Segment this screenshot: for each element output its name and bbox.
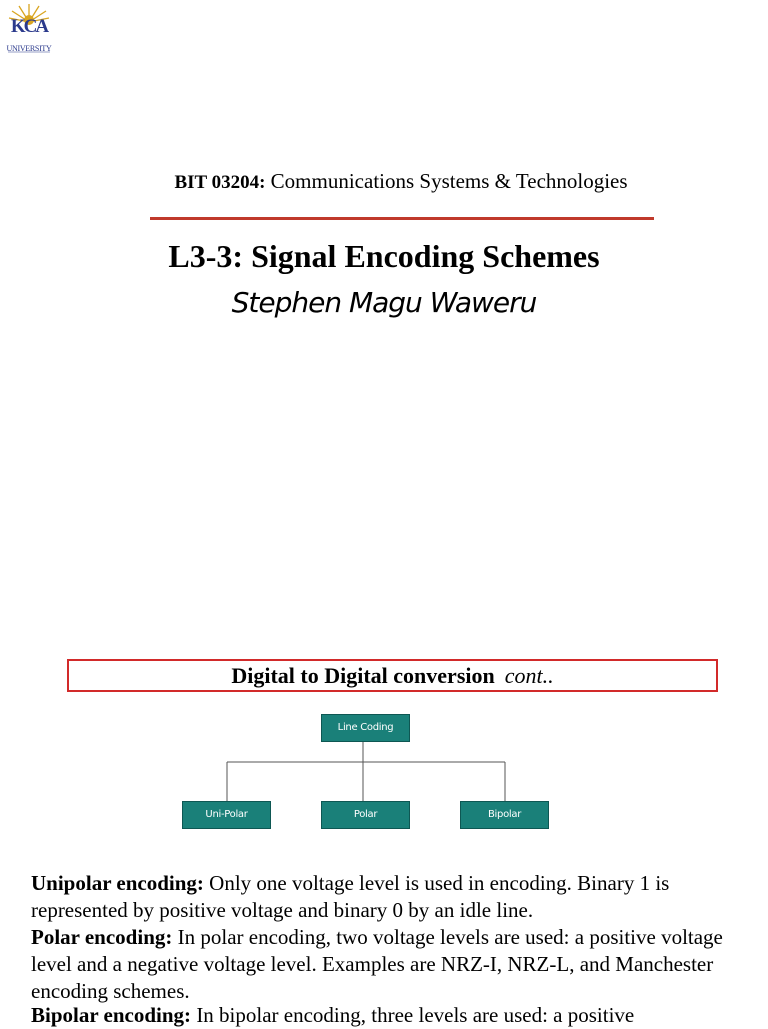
tree-root-node: Line Coding xyxy=(321,714,410,742)
section-heading: Digital to Digital conversion xyxy=(231,663,495,688)
logo-letters: KCA xyxy=(10,16,48,37)
bipolar-term: Bipolar encoding: xyxy=(31,1003,192,1027)
tree-node-polar: Polar xyxy=(321,801,410,829)
tree-node-unipolar: Uni-Polar xyxy=(182,801,271,829)
bipolar-paragraph xyxy=(31,1002,731,1029)
polar-text: In polar encoding, two voltage levels are used: a positive voltage level and a negative voltage level. Examples are NRZ-I, NRZ-L, and Manchester encoding schemes. xyxy=(31,925,723,1003)
course-name: Communications Systems & Technologies xyxy=(270,169,628,193)
author-name: Stephen Magu Waweru xyxy=(231,286,537,319)
logo-subtitle: UNIVERSITY xyxy=(6,44,52,53)
unipolar-term: Unipolar encoding: xyxy=(31,871,204,895)
bipolar-text: In bipolar encoding, three levels are used: a positive xyxy=(191,1003,635,1027)
lecture-title: L3-3: Signal Encoding Schemes xyxy=(168,238,600,274)
polar-term: Polar encoding: xyxy=(31,925,173,949)
unipolar-text: Only one voltage level is used in encoding. Binary 1 is represented by positive voltage and binary 0 by an idle line. xyxy=(31,871,670,922)
tree-node-bipolar: Bipolar xyxy=(460,801,549,829)
polar-paragraph xyxy=(31,924,731,1005)
unipolar-paragraph xyxy=(31,870,731,924)
section-heading-suffix: cont.. xyxy=(504,663,554,688)
course-code: BIT 03204: xyxy=(174,172,266,193)
